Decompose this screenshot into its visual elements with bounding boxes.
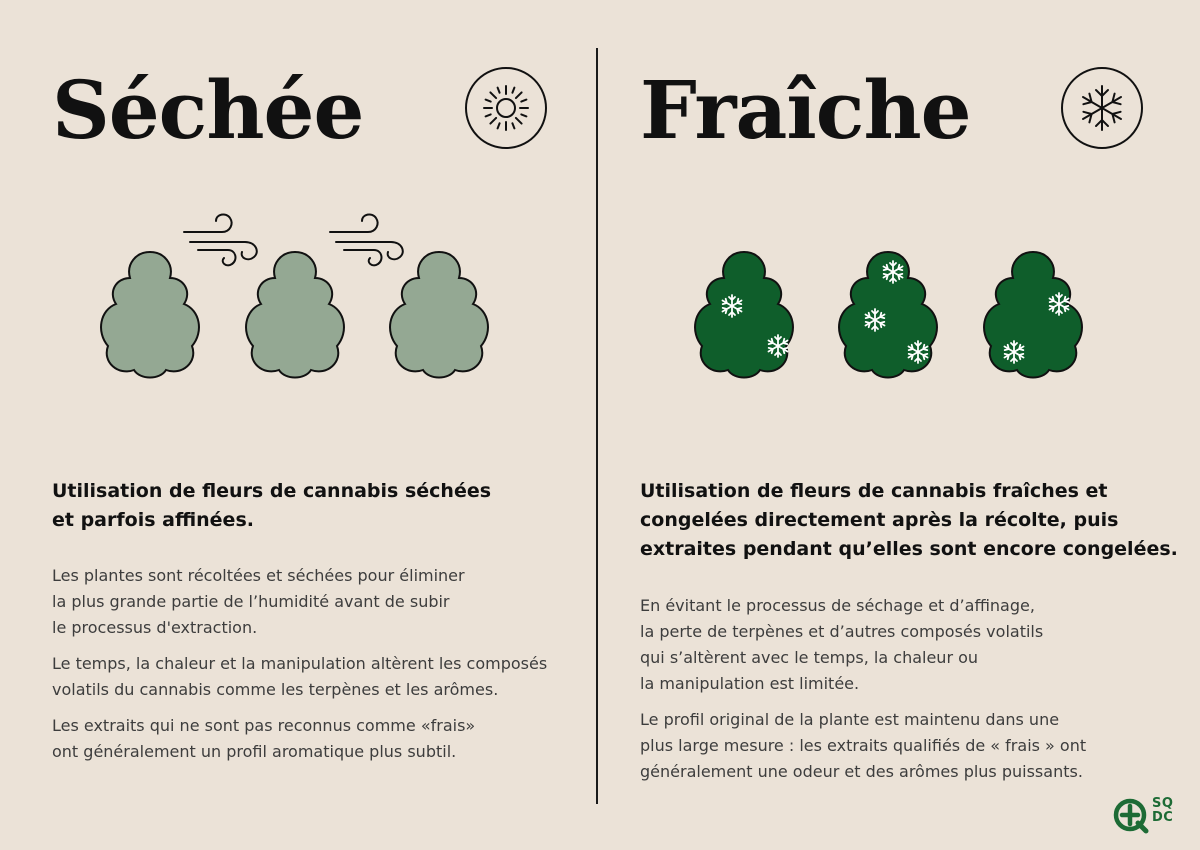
sqdc-logo-text: [1152, 797, 1182, 825]
dried-paragraph: Les plantes sont récoltées et séchées pour éliminer la plus grande partie de l’humidité avant de subir le processus d'extraction.: [52, 566, 465, 637]
dried-paragraph: Les extraits qui ne sont pas reconnus comme «frais» ont généralement un profil aromatique plus subtil.: [52, 716, 476, 761]
dried-subtitle: Utilisation de fleurs de cannabis séchées et parfois affinées.: [52, 480, 492, 531]
cannabis-bud-icon: [984, 252, 1082, 378]
dried-buds-illustration: [0, 200, 600, 400]
dried-panel: [0, 0, 597, 850]
fresh-panel: [598, 0, 1200, 850]
sun-icon: [464, 66, 548, 150]
fresh-buds-illustration: [598, 200, 1198, 400]
cannabis-bud-icon: [101, 252, 199, 378]
cannabis-bud-icon: [839, 252, 937, 378]
dried-paragraph: Le temps, la chaleur et la manipulation altèrent les composés volatils du cannabis comme les terpènes et les arômes.: [52, 654, 548, 699]
fresh-title: Fraîche: [640, 63, 971, 157]
wind-icon: [184, 214, 257, 265]
logo-line-1: SQ: [1152, 796, 1174, 811]
wind-icon: [330, 214, 403, 265]
dried-title: Séchée: [52, 63, 364, 157]
snowflake-icon: [1060, 66, 1144, 150]
cannabis-bud-icon: [390, 252, 488, 378]
fresh-paragraph: Le profil original de la plante est maintenu dans une plus large mesure : les extraits qualifiés de « frais » ont généralement une odeur et des arômes plus puissants.: [640, 710, 1087, 781]
cannabis-bud-icon: [695, 252, 793, 378]
cannabis-bud-icon: [246, 252, 344, 378]
fresh-subtitle: Utilisation de fleurs de cannabis fraîches et congelées directement après la récolte, puis extraites pendant qu’elles sont encore congelées.: [640, 480, 1178, 560]
logo-line-2: DC: [1152, 810, 1174, 825]
dried-description: [52, 563, 582, 775]
fresh-paragraph: En évitant le processus de séchage et d’affinage, la perte de terpènes et d’autres composés volatils qui s’altèrent avec le temps, la chaleur ou la manipulation est limitée.: [640, 596, 1044, 693]
fresh-description: [640, 593, 1180, 795]
